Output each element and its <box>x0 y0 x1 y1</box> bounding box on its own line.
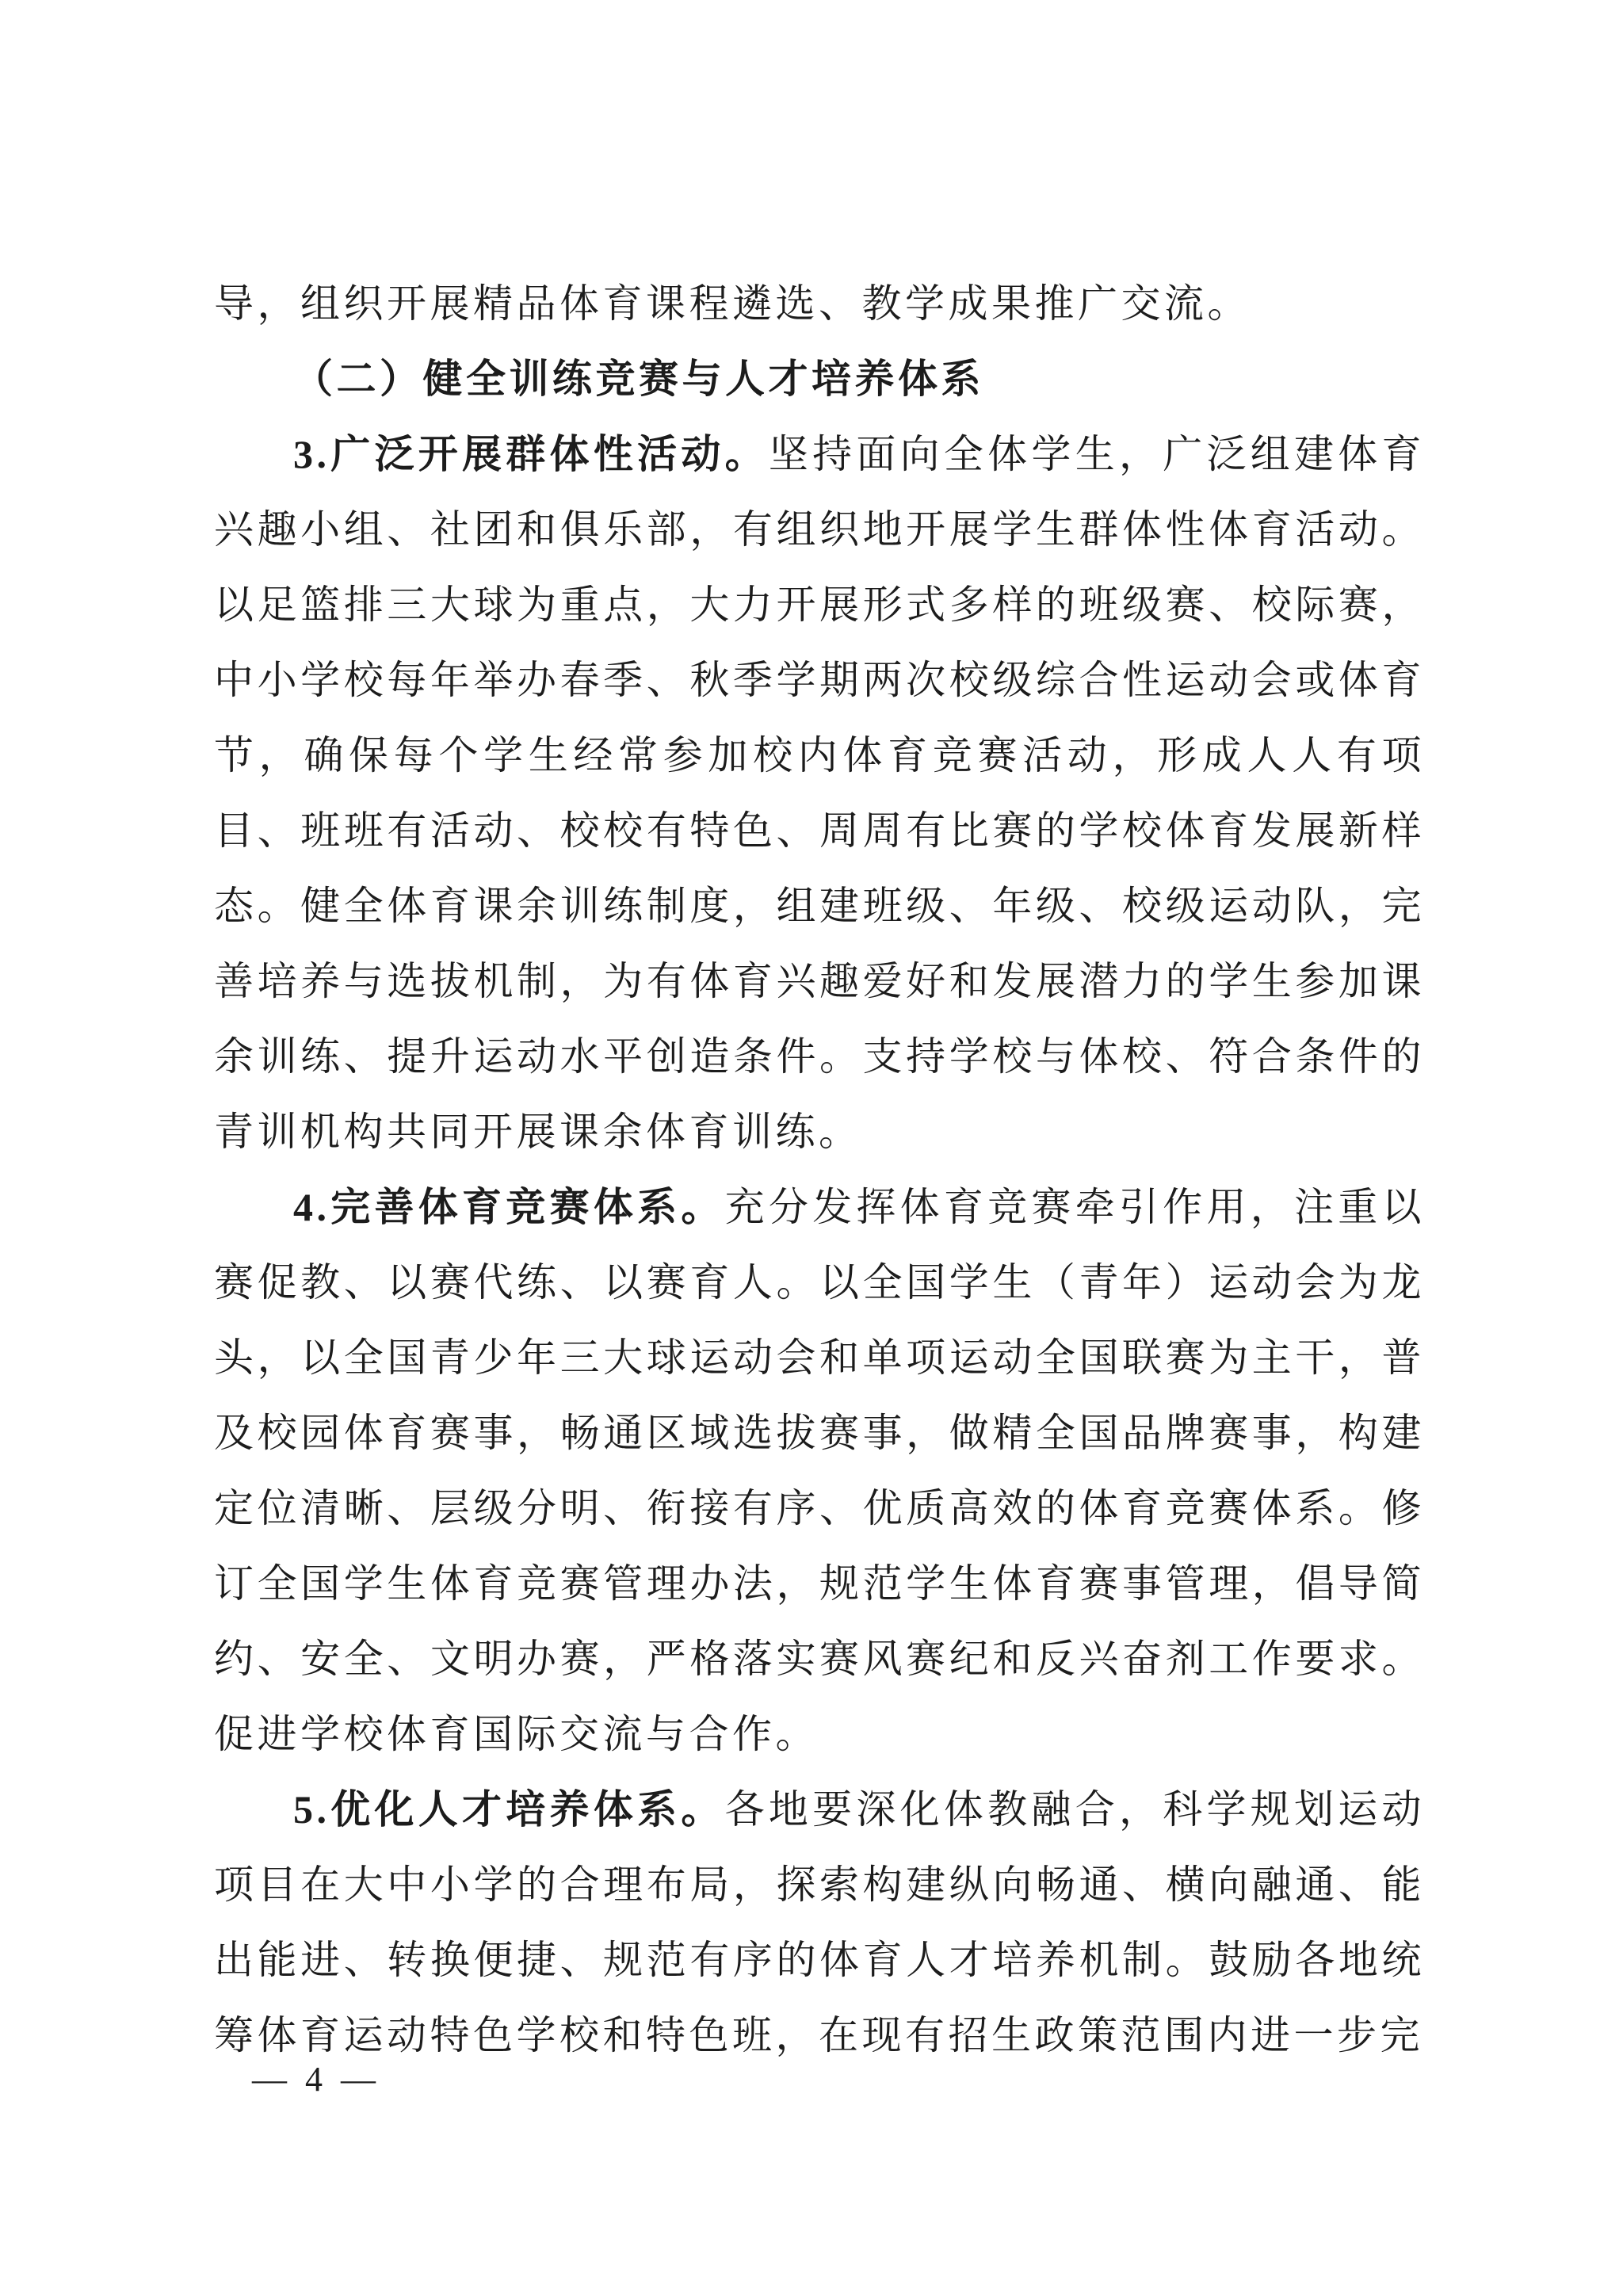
paragraph-lead: 3.广泛开展群体性活动。 <box>293 432 769 476</box>
paragraph-lead: 5.优化人才培养体系。 <box>293 1787 725 1832</box>
paragraph-continuation <box>214 266 1425 342</box>
section-heading <box>214 342 1425 417</box>
paragraph-text: 各地要深化体教融合，科学规划运动项目在大中小学的合理布局，探索构建纵向畅通、横向融通、能出能进、转换便捷、规范有序的体育人才培养机制。鼓励各地统筹体育运动特色学校和特色班，在现有招生政策范围内进一步完 <box>214 1787 1426 2057</box>
paragraph-text: 导，组织开展精品体育课程遴选、教学成果推广交流。 <box>214 281 1251 326</box>
paragraph-text: 充分发挥体育竞赛牵引作用，注重以赛促教、以赛代练、以赛育人。以全国学生（青年）运动会为龙头，以全国青少年三大球运动会和单项运动全国联赛为主干，普及校园体育赛事，畅通区域选拔赛事，做精全国品牌赛事，构建定位清晰、层级分明、衔接有序、优质高效的体育竞赛体系。修订全国学生体育竞赛管理办法，规范学生体育赛事管理，倡导简约、安全、文明办赛，严格落实赛风赛纪和反兴奋剂工作要求。促进学校体育国际交流与合作。 <box>214 1185 1426 1756</box>
paragraph-lead: 4.完善体育竞赛体系。 <box>293 1185 725 1229</box>
paragraph-item-4 <box>214 1170 1425 1772</box>
paragraph-text: 坚持面向全体学生，广泛组建体育兴趣小组、社团和俱乐部，有组织地开展学生群体性体育活动。以足篮排三大球为重点，大力开展形式多样的班级赛、校际赛，中小学校每年举办春季、秋季学期两次校级综合性运动会或体育节，确保每个学生经常参加校内体育竞赛活动，形成人人有项目、班班有活动、校校有特色、周周有比赛的学校体育发展新样态。健全体育课余训练制度，组建班级、年级、校级运动队，完善培养与选拔机制，为有体育兴趣爱好和发展潜力的学生参加课余训练、提升运动水平创造条件。支持学校与体校、符合条件的青训机构共同开展课余体育训练。 <box>214 432 1426 1154</box>
document-body <box>214 266 1425 2073</box>
section-heading-text: （二）健全训练竞赛与人才培养体系 <box>293 357 984 401</box>
page-number-text: — 4 — <box>252 2060 380 2099</box>
paragraph-item-3 <box>214 417 1425 1170</box>
paragraph-item-5 <box>214 1772 1425 2073</box>
page-number <box>252 2056 380 2103</box>
